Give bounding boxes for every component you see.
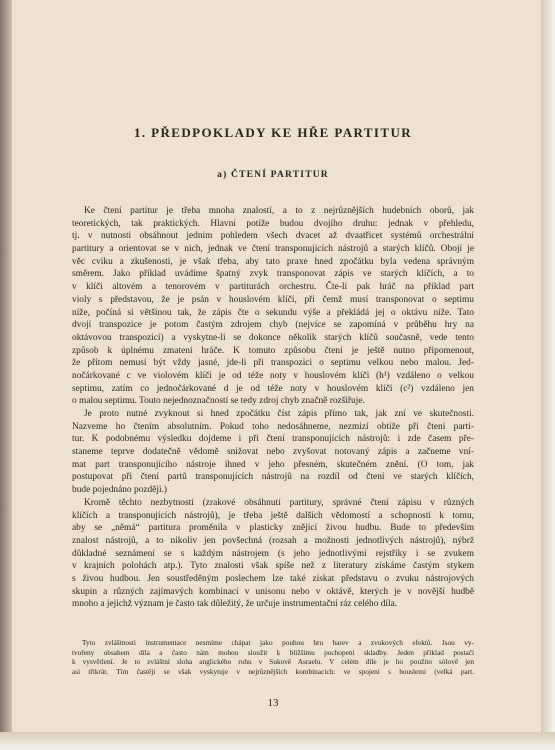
body-text-line: nočárkované c ve violovém klíči je od téže noty v houslovém klíči (h¹) vzdáleno o velkou (72, 370, 474, 381)
chapter-title: 1. PŘEDPOKLADY KE HŘE PARTITUR (133, 125, 413, 140)
footnote-line: asi třikrát. Tím častěji se však vyskytuje v nejrůznějších kombinacích: ve spojení s houslemi (velká part. (72, 666, 474, 676)
body-text-line: důkladné seznámení se s každým nástrojem (s jeho jednotlivými rejstříky i se zvukem (72, 548, 474, 559)
section-title: a) ČTENÍ PARTITUR (217, 170, 329, 180)
body-text-line: bude pojednáno později.) (72, 485, 168, 496)
body-text-line: klíčích a transponujících nástrojů), je třeba ještě dalších vědomostí a schopností k tomu, (72, 510, 474, 521)
body-text-line: Ke čtení partitur je třeba mnoha znalostí, a to z nejrůznějších hudebních oborů, jak (84, 206, 474, 216)
body-text-line: staneme teprve dodatečně vědomě snižovat nebo zvyšovat notovaný zápis a začneme vní- (72, 447, 474, 458)
page-edge-right (541, 0, 555, 750)
body-text-line: věc cviku a zkušenosti, je však třeba, aby tato praxe hned zpočátku byla vedena správným (72, 256, 474, 267)
page-edge-bottom (0, 732, 555, 750)
body-text-line: tur. K podobnému výsledku dojdeme i při čtení transponujících nástrojů: i zde časem pře- (72, 434, 474, 445)
body-text (72, 205, 474, 611)
footnote-line: k vysvětlení. Je to zvláštní sloha anglického rohu v Sukově Asraelu. V celém díle je ho použito sólově jen (72, 657, 474, 667)
body-text-line: mnoho a jejichž význam je často tak důležitý, že určuje instrumentační ráz celého díla. (72, 599, 398, 610)
body-text-line: že přitom nemusí být vždy jasné, jde-li při transpozici o septimu velkou nebo malou. Jed- (72, 358, 474, 369)
body-text-line: Nazveme ho čtením absolutním. Pokud toho nedosáhneme, nezmizí obtíže při čtení parti- (72, 421, 474, 432)
body-text-line: způsob k úplnému zmatení hráče. K tomuto způsobu čtení je ještě nutno připomenout, (72, 345, 474, 356)
page-number: 13 (267, 697, 279, 709)
body-text-line: postupovat při čtení partů transponujících nástrojů na rozdíl od čtení ve starých klíčích, (72, 472, 474, 483)
footnote-line: Tyto zvláštnosti instrumentace nesmíme chápat jako pouhou hru barev a zvukových efektů. Jsou vy- (82, 638, 474, 647)
body-text-line: Kromě těchto nezbytností (zrakové obsáhnutí partitury, správné čtení zápisu v různých (84, 497, 474, 508)
body-text-line: Je proto nutné zvyknout si hned zpočátku číst zápis přímo tak, jak zní ve skutečnosti. (84, 409, 474, 419)
body-text-line: o malou septimu. Touto nejednoznačností se tedy zdroj chyb značně rozšiřuje. (72, 396, 365, 407)
body-text-line: teoretických, tak praktických. Hlavní potíže budou dvojího druhu: jednak v přehledu, (72, 218, 474, 229)
body-text-line: níže, počíná si většinou tak, že zápis čte o sekundu výše a překládá jej o oktávu níže. Tato (72, 307, 474, 318)
binding-shadow (0, 0, 12, 750)
body-text-line: směrem. Jako příklad uvádíme špatný zvyk transponovat zápis ve starých klíčích, a to (72, 269, 474, 280)
body-text-line: oktávovou transpozici) a vyskytne-li se dokonce několik starých klíčů současně, vede tento (72, 332, 474, 343)
body-text-line: partitury a orientovat se v nich, jednak ve čtení transponujících nástrojů a starých klíčů. Obojí je (72, 244, 474, 255)
body-text-line: mat part transponujícího nástroje ihned v jeho přesném, skutečném znění. (O tom, jak (72, 459, 474, 470)
body-text-line: dvojí transpozice je potom častým zdrojem chyb (nejvíce se zapomíná v průběhu hry na (72, 320, 474, 331)
footnote-line: tvořeny obsahem díla a často nám mohou sloužit k bližšímu pochopení skladby. Jeden příklad postačí (72, 647, 474, 657)
body-text-line: violy s představou, že je psán v houslovém klíči, při čemž musí transponovat o septimu (72, 294, 474, 305)
body-text-line: v krajních polohách atp.). Tyto znalosti však spíše než z literatury získáme častým stykem (72, 561, 474, 572)
body-text-line: v klíči altovém a tenorovém v partiturách orchestru. Čte-li pak hráč na příklad part (72, 282, 474, 293)
body-text-line: septimu, zatím co jednočárkované d je od téže noty v houslovém klíči (c²) vzdáleno jen (72, 383, 474, 394)
body-text-line: tj. v nutnosti obsáhnout jedním pohledem všech dvacet až dvaatřicet systémů orchestrální (72, 231, 474, 242)
body-text-line: aby se „němá“ partitura proměnila v plasticky znějící živou hudbu. Bude to především (72, 523, 474, 534)
body-text-line: znalost nástrojů, a to nikoliv jen povšechná (rozsah a možnosti jednotlivých nástrojů), nýbrž (72, 535, 474, 546)
body-text-line: skupin a různých zajímavých kombinací v unisonu nebo v oktávě, kterých je v novější hudbě (72, 586, 474, 597)
body-text-line: s živou hudbou. Jen soustředěným poslechem lze také získat představu o zvuku nástrojových (72, 573, 474, 584)
footnote-block (72, 638, 474, 676)
